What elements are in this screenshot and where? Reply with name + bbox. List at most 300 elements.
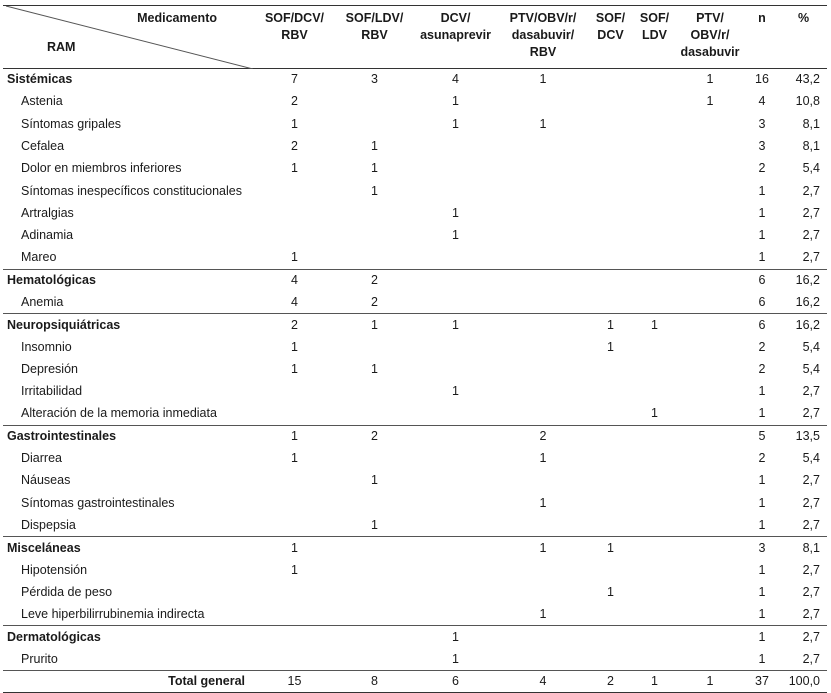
reaction-row bbox=[3, 448, 827, 470]
reaction-row bbox=[3, 135, 827, 157]
column-heading: PTV/ OBV/r/ dasabuvir bbox=[680, 11, 740, 59]
row-label: Alteración de la memoria inmediata bbox=[21, 406, 217, 421]
ram-heading: RAM bbox=[47, 40, 76, 54]
percent-cell: 10,8 bbox=[795, 94, 820, 109]
count-cell bbox=[633, 91, 676, 113]
n-cell: 1 bbox=[744, 626, 780, 648]
count-cell: 1 bbox=[291, 116, 298, 131]
count-cell bbox=[588, 358, 633, 380]
count-cell bbox=[498, 91, 588, 113]
column-heading: SOF/DCV/ RBV bbox=[264, 11, 325, 42]
medicamento-heading: Medicamento bbox=[137, 11, 217, 25]
column-heading: SOF/LDV/ RBV bbox=[345, 11, 404, 42]
reaction-row bbox=[3, 336, 827, 358]
percent-cell: 2,7 bbox=[802, 384, 820, 399]
count-cell: 1 bbox=[291, 451, 298, 466]
reaction-row bbox=[3, 514, 827, 536]
count-cell: 1 bbox=[291, 562, 298, 577]
count-cell: 1 bbox=[291, 362, 298, 376]
count-cell: 2 bbox=[291, 94, 298, 109]
count-cell: 1 bbox=[706, 72, 714, 87]
count-cell bbox=[633, 648, 676, 670]
count-cell bbox=[413, 269, 498, 291]
row-label: Neuropsiquiátricas bbox=[3, 314, 253, 336]
count-cell bbox=[633, 448, 676, 470]
count-cell bbox=[676, 180, 744, 202]
percent-cell: 2,7 bbox=[802, 651, 820, 666]
reaction-row bbox=[3, 180, 827, 202]
count-cell bbox=[336, 626, 413, 648]
reaction-row bbox=[3, 403, 827, 425]
count-cell bbox=[413, 448, 498, 470]
count-cell: 1 bbox=[539, 451, 547, 466]
percent-cell: 16,2 bbox=[795, 294, 820, 309]
n-cell: 1 bbox=[758, 562, 766, 577]
row-label: Síntomas inespecíficos constitucionales bbox=[21, 183, 242, 198]
count-cell bbox=[498, 336, 588, 358]
count-cell: 2 bbox=[253, 314, 336, 336]
count-cell bbox=[498, 225, 588, 247]
row-label: Hematológicas bbox=[3, 269, 253, 291]
count-cell bbox=[253, 514, 336, 536]
percent-cell: 16,2 bbox=[780, 314, 827, 336]
count-cell bbox=[498, 626, 588, 648]
count-cell bbox=[413, 180, 498, 202]
count-cell bbox=[633, 69, 676, 91]
n-cell: 37 bbox=[744, 671, 780, 693]
count-cell bbox=[498, 514, 588, 536]
count-cell bbox=[413, 470, 498, 492]
reaction-row bbox=[3, 581, 827, 603]
count-cell bbox=[253, 626, 336, 648]
count-cell: 1 bbox=[539, 607, 547, 622]
reaction-row bbox=[3, 202, 827, 224]
count-cell bbox=[676, 269, 744, 291]
count-cell bbox=[498, 470, 588, 492]
count-cell bbox=[413, 336, 498, 358]
count-cell bbox=[413, 158, 498, 180]
category-row bbox=[3, 314, 827, 336]
percent-cell: 2,7 bbox=[802, 607, 820, 622]
percent-cell: 5,4 bbox=[802, 451, 820, 466]
count-cell bbox=[633, 358, 676, 380]
count-cell bbox=[253, 470, 336, 492]
count-cell bbox=[676, 291, 744, 313]
count-cell: 2 bbox=[371, 294, 378, 309]
category-row bbox=[3, 425, 827, 447]
count-cell: 1 bbox=[291, 250, 298, 265]
column-heading: DCV/ asunaprevir bbox=[420, 11, 491, 42]
count-cell: 1 bbox=[452, 205, 459, 220]
count-cell: 1 bbox=[413, 626, 498, 648]
n-cell: 6 bbox=[744, 269, 780, 291]
count-cell bbox=[633, 291, 676, 313]
reaction-row bbox=[3, 381, 827, 403]
total-row bbox=[3, 671, 827, 693]
n-cell: 5 bbox=[744, 425, 780, 447]
count-cell bbox=[498, 381, 588, 403]
count-cell bbox=[336, 537, 413, 559]
row-label: Pérdida de peso bbox=[21, 584, 113, 599]
count-cell: 1 bbox=[651, 406, 658, 421]
row-label: Cefalea bbox=[21, 139, 65, 154]
count-cell bbox=[676, 314, 744, 336]
count-cell bbox=[633, 537, 676, 559]
category-row bbox=[3, 537, 827, 559]
percent-cell: 16,2 bbox=[780, 269, 827, 291]
count-cell bbox=[413, 425, 498, 447]
count-cell bbox=[633, 425, 676, 447]
count-cell bbox=[676, 448, 744, 470]
n-cell: 1 bbox=[758, 228, 766, 243]
count-cell: 1 bbox=[452, 228, 459, 243]
n-cell: 2 bbox=[758, 362, 766, 376]
reaction-row bbox=[3, 113, 827, 135]
row-label: Hipotensión bbox=[21, 562, 88, 577]
count-cell bbox=[413, 403, 498, 425]
count-cell bbox=[413, 581, 498, 603]
count-cell bbox=[253, 403, 336, 425]
count-cell: 1 bbox=[588, 314, 633, 336]
row-label: Adinamia bbox=[21, 228, 74, 243]
count-cell bbox=[588, 381, 633, 403]
count-cell bbox=[676, 470, 744, 492]
n-cell: 1 bbox=[758, 495, 766, 510]
count-cell bbox=[413, 514, 498, 536]
reaction-row bbox=[3, 158, 827, 180]
n-cell: 4 bbox=[758, 94, 766, 109]
count-cell bbox=[498, 158, 588, 180]
count-cell: 1 bbox=[371, 517, 378, 532]
count-cell bbox=[498, 581, 588, 603]
count-cell bbox=[633, 604, 676, 626]
count-cell: 1 bbox=[498, 537, 588, 559]
count-cell bbox=[498, 135, 588, 157]
count-cell bbox=[633, 514, 676, 536]
column-heading: SOF/ DCV bbox=[595, 11, 626, 42]
count-cell: 1 bbox=[539, 495, 547, 510]
count-cell: 1 bbox=[706, 94, 714, 109]
count-cell bbox=[253, 381, 336, 403]
count-cell bbox=[588, 269, 633, 291]
count-cell bbox=[633, 492, 676, 514]
count-cell bbox=[676, 403, 744, 425]
count-cell bbox=[413, 559, 498, 581]
count-cell bbox=[336, 336, 413, 358]
count-cell bbox=[588, 648, 633, 670]
n-cell: 6 bbox=[758, 294, 766, 309]
n-cell: 3 bbox=[758, 116, 766, 131]
count-cell bbox=[676, 247, 744, 269]
count-cell bbox=[676, 514, 744, 536]
table-body bbox=[3, 69, 827, 693]
percent-cell: 100,0 bbox=[780, 671, 827, 693]
count-cell bbox=[336, 225, 413, 247]
row-label: Dispepsia bbox=[21, 517, 76, 532]
percent-cell: 8,1 bbox=[802, 116, 820, 131]
count-cell bbox=[498, 180, 588, 202]
category-row bbox=[3, 69, 827, 91]
count-cell bbox=[676, 358, 744, 380]
reaction-row bbox=[3, 291, 827, 313]
count-cell: 2 bbox=[498, 425, 588, 447]
count-cell bbox=[588, 604, 633, 626]
n-cell: 1 bbox=[758, 651, 766, 666]
row-label: Dolor en miembros inferiores bbox=[21, 161, 182, 176]
column-heading: SOF/ LDV bbox=[639, 11, 670, 42]
count-cell bbox=[676, 648, 744, 670]
n-cell: 1 bbox=[758, 183, 766, 198]
count-cell bbox=[498, 403, 588, 425]
count-cell: 1 bbox=[291, 161, 298, 176]
count-cell bbox=[253, 202, 336, 224]
count-cell: 4 bbox=[498, 671, 588, 693]
count-cell bbox=[336, 247, 413, 269]
count-cell bbox=[676, 381, 744, 403]
count-cell bbox=[676, 202, 744, 224]
count-cell bbox=[498, 559, 588, 581]
percent-cell: 5,4 bbox=[802, 362, 820, 376]
count-cell bbox=[336, 648, 413, 670]
percent-cell: 2,7 bbox=[780, 626, 827, 648]
count-cell bbox=[633, 202, 676, 224]
percent-heading: % bbox=[797, 11, 810, 25]
count-cell bbox=[633, 381, 676, 403]
n-cell: 1 bbox=[758, 384, 766, 399]
count-cell bbox=[588, 69, 633, 91]
adverse-reactions-table bbox=[3, 5, 827, 693]
count-cell bbox=[676, 158, 744, 180]
count-cell bbox=[588, 113, 633, 135]
row-label: Irritabilidad bbox=[21, 384, 83, 399]
count-cell: 1 bbox=[291, 339, 298, 354]
count-cell bbox=[498, 291, 588, 313]
row-label: Insomnio bbox=[21, 339, 72, 354]
count-cell: 6 bbox=[413, 671, 498, 693]
count-cell: 7 bbox=[291, 72, 298, 87]
row-label: Astenia bbox=[21, 94, 63, 109]
count-cell bbox=[588, 559, 633, 581]
count-cell bbox=[633, 247, 676, 269]
count-cell: 1 bbox=[607, 339, 614, 354]
count-cell bbox=[633, 158, 676, 180]
n-cell: 1 bbox=[758, 473, 766, 488]
header-corner-cell bbox=[3, 6, 253, 69]
count-cell bbox=[413, 135, 498, 157]
percent-cell: 2,7 bbox=[802, 406, 820, 421]
count-cell bbox=[633, 113, 676, 135]
row-label: Total general bbox=[3, 671, 253, 693]
n-cell: 1 bbox=[758, 584, 766, 599]
count-cell bbox=[588, 448, 633, 470]
count-cell: 1 bbox=[633, 314, 676, 336]
count-cell bbox=[413, 291, 498, 313]
row-label: Prurito bbox=[21, 651, 58, 666]
count-cell bbox=[676, 581, 744, 603]
count-cell bbox=[498, 269, 588, 291]
count-cell bbox=[498, 648, 588, 670]
reaction-row bbox=[3, 648, 827, 670]
n-cell: 3 bbox=[758, 139, 766, 154]
count-cell: 2 bbox=[336, 425, 413, 447]
count-cell bbox=[253, 581, 336, 603]
reaction-row bbox=[3, 225, 827, 247]
reaction-row bbox=[3, 604, 827, 626]
row-label: Artralgias bbox=[21, 205, 74, 220]
reaction-row bbox=[3, 247, 827, 269]
row-label: Sistémicas bbox=[7, 72, 73, 87]
count-cell bbox=[588, 180, 633, 202]
percent-cell: 2,7 bbox=[802, 205, 820, 220]
count-cell bbox=[498, 358, 588, 380]
reaction-row bbox=[3, 358, 827, 380]
percent-cell: 2,7 bbox=[802, 517, 820, 532]
row-label: Misceláneas bbox=[3, 537, 253, 559]
count-cell bbox=[633, 269, 676, 291]
count-cell bbox=[676, 336, 744, 358]
count-cell bbox=[633, 626, 676, 648]
count-cell: 1 bbox=[336, 314, 413, 336]
n-cell: 2 bbox=[758, 161, 766, 176]
reaction-row bbox=[3, 470, 827, 492]
reaction-row bbox=[3, 492, 827, 514]
percent-cell: 2,7 bbox=[802, 495, 820, 510]
count-cell: 1 bbox=[371, 139, 378, 154]
count-cell bbox=[336, 448, 413, 470]
count-cell bbox=[633, 581, 676, 603]
count-cell: 2 bbox=[588, 671, 633, 693]
count-cell bbox=[413, 358, 498, 380]
row-label: Gastrointestinales bbox=[3, 425, 253, 447]
percent-cell: 5,4 bbox=[802, 339, 820, 354]
count-cell bbox=[253, 225, 336, 247]
count-cell bbox=[253, 492, 336, 514]
count-cell bbox=[253, 604, 336, 626]
count-cell bbox=[253, 180, 336, 202]
n-heading: n bbox=[758, 11, 766, 25]
count-cell: 1 bbox=[253, 537, 336, 559]
count-cell bbox=[633, 225, 676, 247]
count-cell: 8 bbox=[336, 671, 413, 693]
count-cell bbox=[336, 113, 413, 135]
percent-cell: 2,7 bbox=[802, 250, 820, 265]
count-cell bbox=[498, 314, 588, 336]
count-cell: 1 bbox=[371, 183, 378, 198]
count-cell bbox=[588, 91, 633, 113]
count-cell bbox=[588, 492, 633, 514]
percent-cell: 13,5 bbox=[780, 425, 827, 447]
count-cell: 1 bbox=[371, 362, 378, 376]
count-cell bbox=[336, 604, 413, 626]
count-cell: 1 bbox=[607, 584, 614, 599]
count-cell bbox=[253, 648, 336, 670]
count-cell bbox=[676, 626, 744, 648]
count-cell bbox=[676, 604, 744, 626]
n-cell: 6 bbox=[744, 314, 780, 336]
percent-cell: 2,7 bbox=[802, 228, 820, 243]
row-label: Mareo bbox=[21, 250, 57, 265]
count-cell bbox=[588, 425, 633, 447]
count-cell: 1 bbox=[413, 314, 498, 336]
n-cell: 1 bbox=[758, 607, 766, 622]
header-row bbox=[3, 6, 827, 69]
count-cell bbox=[633, 180, 676, 202]
row-label: Dermatológicas bbox=[3, 626, 253, 648]
count-cell: 1 bbox=[253, 425, 336, 447]
count-cell bbox=[413, 247, 498, 269]
count-cell: 1 bbox=[539, 72, 547, 87]
count-cell bbox=[336, 403, 413, 425]
count-cell bbox=[676, 559, 744, 581]
count-cell bbox=[336, 559, 413, 581]
count-cell bbox=[336, 381, 413, 403]
count-cell bbox=[588, 626, 633, 648]
count-cell: 2 bbox=[336, 269, 413, 291]
row-label: Síntomas gripales bbox=[21, 116, 122, 131]
count-cell: 1 bbox=[371, 161, 378, 176]
count-cell bbox=[676, 113, 744, 135]
count-cell: 1 bbox=[452, 384, 459, 399]
count-cell bbox=[588, 514, 633, 536]
n-cell: 1 bbox=[758, 406, 766, 421]
count-cell bbox=[588, 202, 633, 224]
reaction-row bbox=[3, 559, 827, 581]
row-label: Síntomas gastrointestinales bbox=[21, 495, 175, 510]
count-cell bbox=[676, 492, 744, 514]
count-cell: 1 bbox=[452, 94, 459, 109]
count-cell bbox=[588, 291, 633, 313]
percent-cell: 2,7 bbox=[802, 562, 820, 577]
count-cell: 15 bbox=[253, 671, 336, 693]
count-cell: 1 bbox=[452, 116, 459, 131]
count-cell bbox=[498, 202, 588, 224]
count-cell: 3 bbox=[371, 72, 378, 87]
n-cell: 1 bbox=[758, 517, 766, 532]
n-cell: 3 bbox=[744, 537, 780, 559]
n-cell: 16 bbox=[755, 72, 769, 87]
count-cell bbox=[413, 492, 498, 514]
count-cell bbox=[676, 135, 744, 157]
category-row bbox=[3, 626, 827, 648]
row-label: Anemia bbox=[21, 294, 64, 309]
count-cell bbox=[588, 135, 633, 157]
count-cell: 2 bbox=[291, 139, 298, 154]
n-cell: 2 bbox=[758, 339, 766, 354]
count-cell bbox=[336, 492, 413, 514]
count-cell: 1 bbox=[371, 473, 378, 488]
count-cell: 1 bbox=[452, 651, 459, 666]
n-cell: 1 bbox=[758, 250, 766, 265]
row-label: Depresión bbox=[21, 362, 78, 376]
row-label: Diarrea bbox=[21, 451, 62, 466]
count-cell bbox=[676, 425, 744, 447]
count-cell bbox=[588, 225, 633, 247]
percent-cell: 2,7 bbox=[802, 584, 820, 599]
count-cell: 4 bbox=[291, 294, 298, 309]
column-heading: PTV/OBV/r/ dasabuvir/ RBV bbox=[509, 11, 577, 59]
count-cell bbox=[588, 403, 633, 425]
count-cell bbox=[413, 604, 498, 626]
count-cell: 1 bbox=[539, 116, 547, 131]
count-cell: 1 bbox=[676, 671, 744, 693]
percent-cell: 2,7 bbox=[802, 473, 820, 488]
count-cell bbox=[676, 537, 744, 559]
category-row bbox=[3, 269, 827, 291]
count-cell bbox=[633, 470, 676, 492]
count-cell: 1 bbox=[633, 671, 676, 693]
percent-cell: 43,2 bbox=[795, 72, 820, 87]
count-cell bbox=[498, 247, 588, 269]
